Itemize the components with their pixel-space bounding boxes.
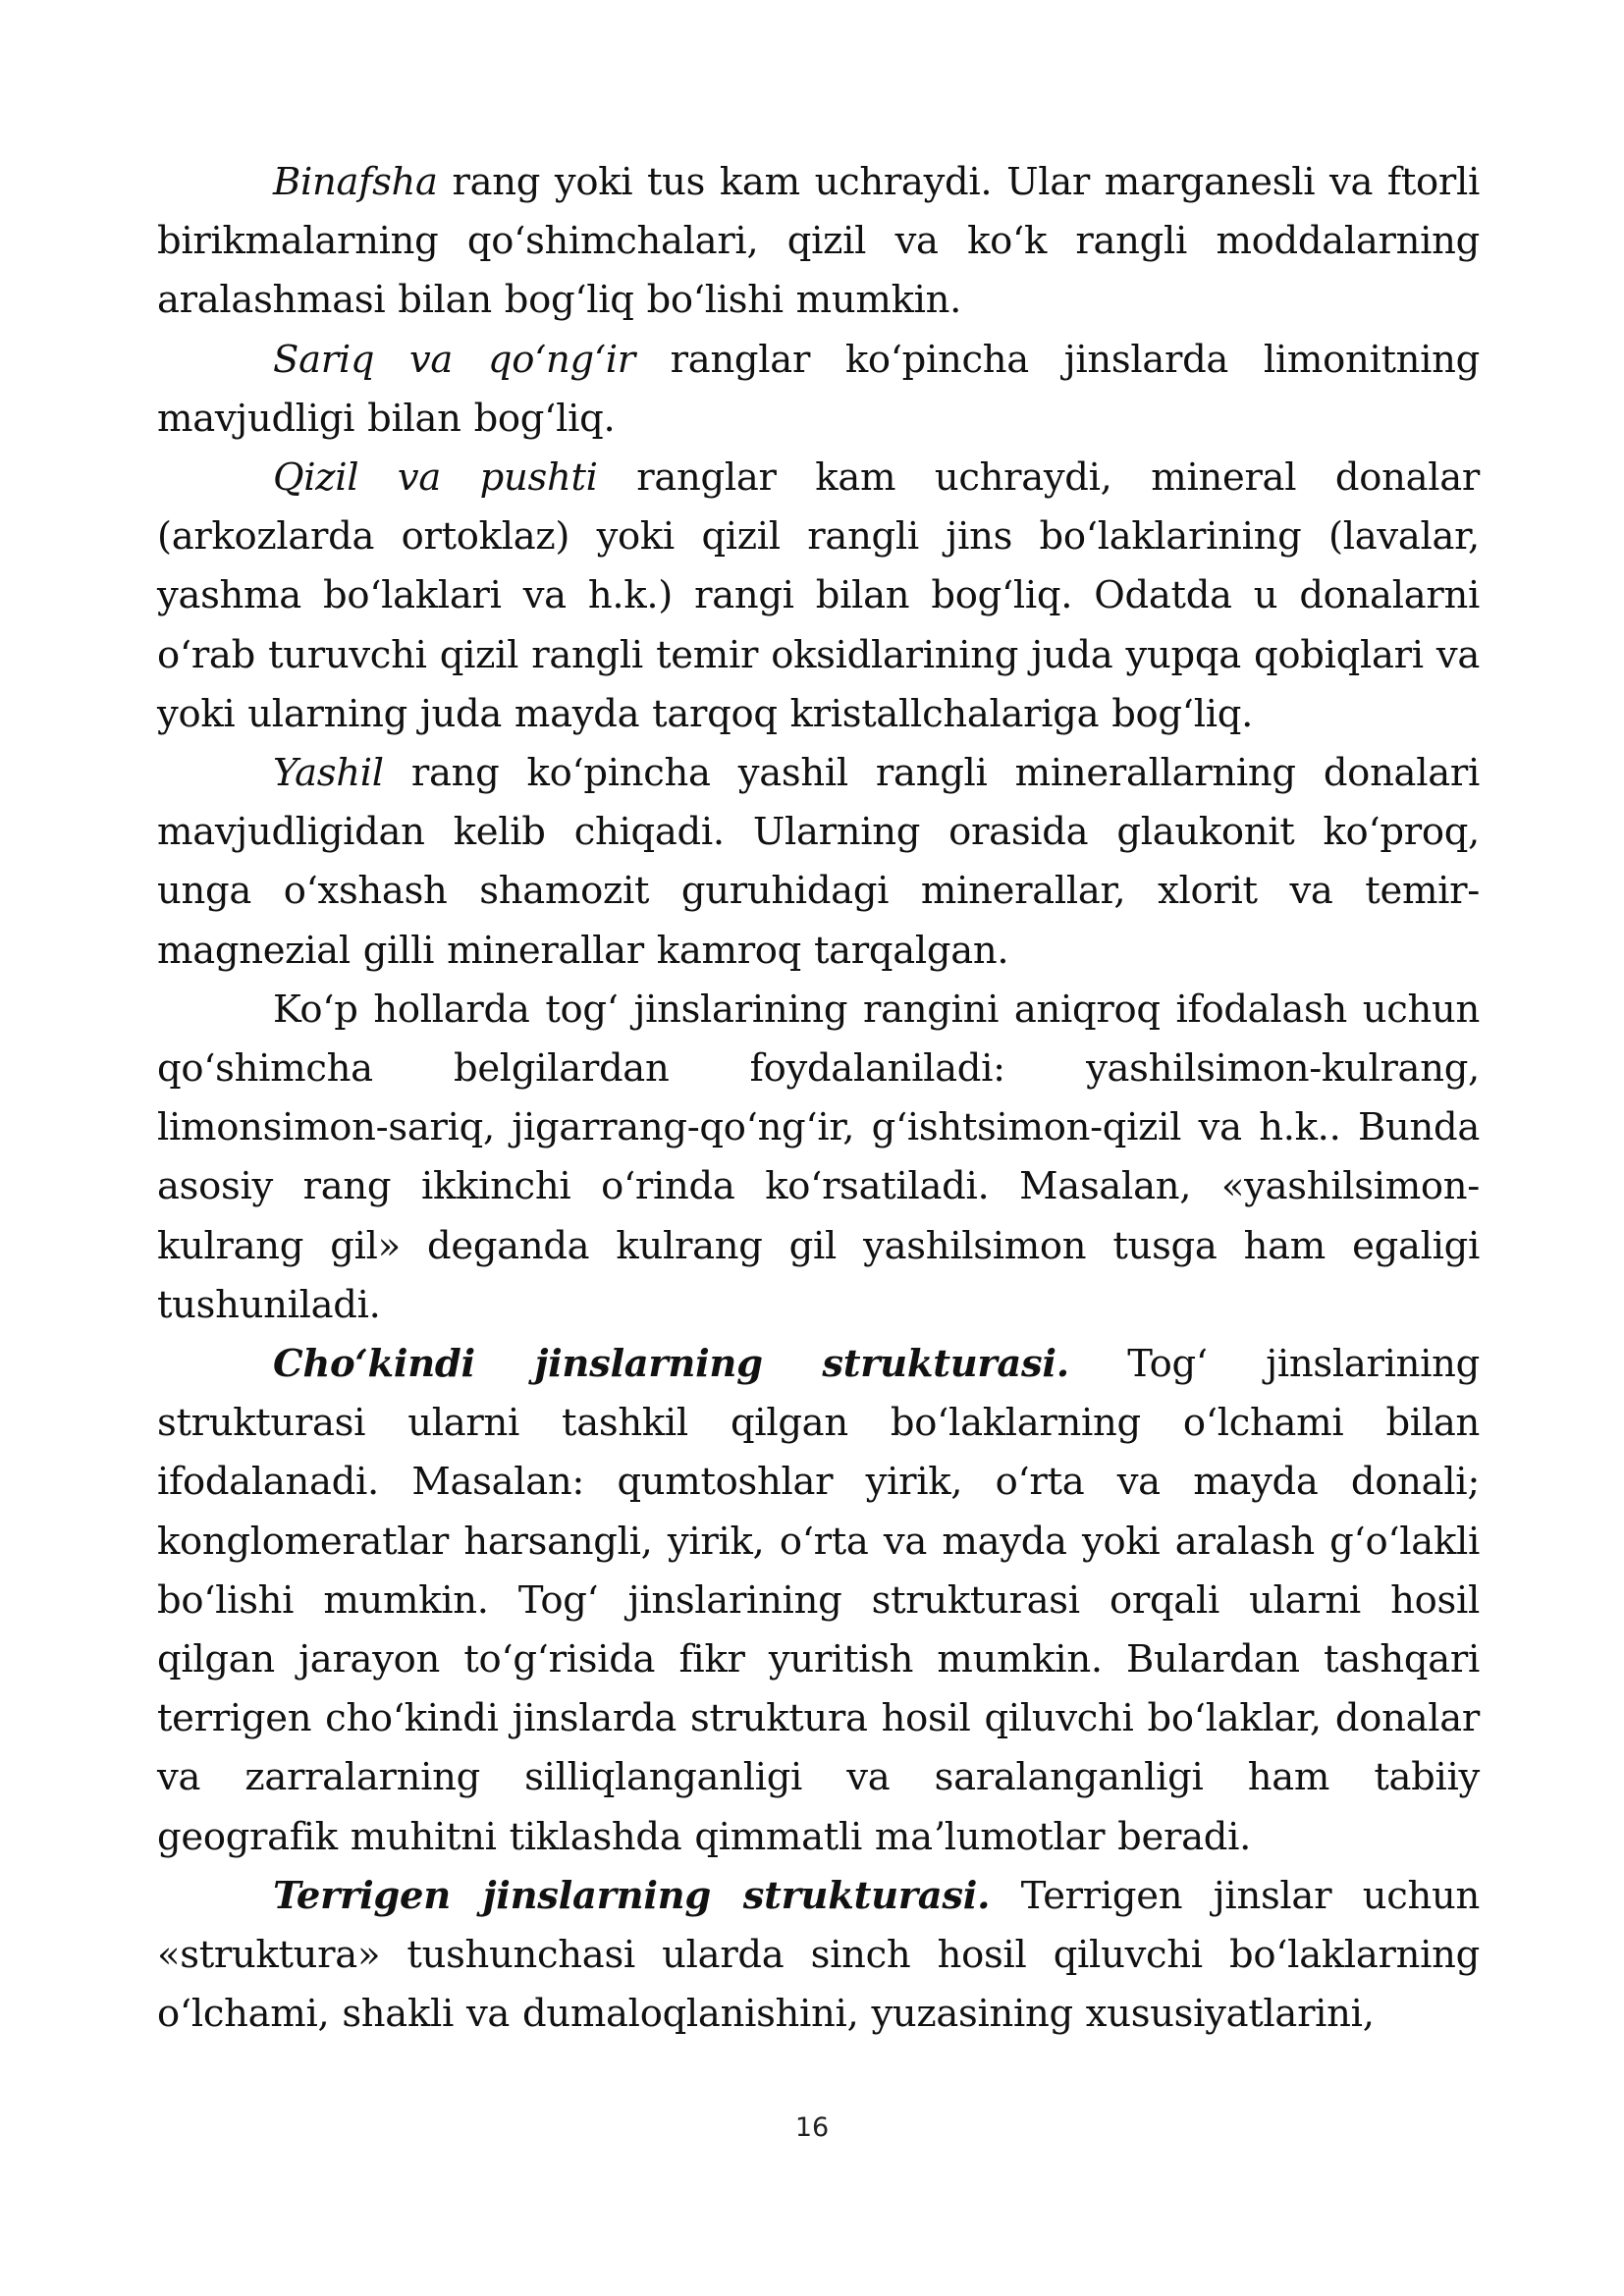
page-number: 16 — [794, 2112, 830, 2143]
paragraph-text: rang yoki tus kam uchraydi. Ular marganesli va ftorli birikmalarning qoʻshimchalari, qizil va koʻk rangli moddalarning aralashmasi bilan bogʻliq boʻlishi mumkin. — [157, 160, 1480, 323]
paragraph-red-pink-color — [157, 449, 1480, 744]
paragraph-green-color — [157, 744, 1480, 981]
paragraph-terrigenous-structure — [157, 1867, 1480, 2045]
paragraph-text: ranglar koʻpincha jinslarda limonitning mavjudligi bilan bogʻliq. — [157, 337, 1480, 441]
paragraph-color-modifiers — [157, 981, 1480, 1335]
paragraph-text: ranglar kam uchraydi, mineral donalar (arkozlarda ortoklaz) yoki qizil rangli jins boʻlaklarining (lavalar, yashma boʻlaklari va h.k.) rangi bilan bogʻliq. Odatda u donalarni oʻrab turuvchi qizil rangli temir oksidlarining juda yupqa qobiqlari va yoki ularning juda mayda tarqoq kristallchalariga bogʻliq. — [157, 455, 1480, 736]
paragraph-sedimentary-structure — [157, 1335, 1480, 1867]
paragraph-text: Koʻp hollarda togʻ jinslarining rangini aniqroq ifodalash uchun qoʻshimcha belgilardan foydalaniladi: yashilsimon-kulrang, limonsimon-sariq, jigarrang-qoʻngʻir, gʻishtsimon-qizil va h.k.. Bunda asosiy rang ikkinchi oʻrinda koʻrsatiladi. Masalan, «yashilsimon-kulrang gil» deganda kulrang gil yashilsimon tusga ham egaligi tushuniladi. — [157, 987, 1480, 1327]
paragraph-yellow-brown-color — [157, 331, 1480, 449]
paragraph-lead: Binafsha — [273, 160, 438, 204]
document-page — [157, 153, 1480, 2045]
paragraph-lead: Sariq va qoʻngʻir — [273, 337, 635, 382]
paragraph-text: Togʻ jinslarining strukturasi ularni tashkil qilgan boʻlaklarning oʻlchami bilan ifodalanadi. Masalan: qumtoshlar yirik, oʻrta va mayda donali; konglomeratlar harsangli, yirik, oʻrta va mayda yoki aralash gʻoʻlakli boʻlishi mumkin. Togʻ jinslarining strukturasi orqali ularni hosil qilgan jarayon toʻgʻrisida fikr yuritish mumkin. Bulardan tashqari terrigen choʻkindi jinslarda struktura hosil qiluvchi boʻlaklar, donalar va zarralarning silliqlanganligi va saralanganligi ham tabiiy geografik muhitni tiklashda qimmatli maʼlumotlar beradi. — [157, 1342, 1480, 1859]
paragraph-lead: Yashil — [273, 751, 384, 796]
section-heading: Choʻkindi jinslarning strukturasi. — [273, 1342, 1069, 1387]
section-heading: Terrigen jinslarning strukturasi. — [273, 1873, 991, 1918]
paragraph-lead: Qizil va pushti — [273, 455, 598, 501]
paragraph-text: Terrigen jinslar uchun «struktura» tushunchasi ularda sinch hosil qiluvchi boʻlaklarning oʻlchami, shakli va dumaloqlanishini, yuzasining xususiyatlarini, — [157, 1873, 1480, 2037]
paragraph-text: rang koʻpincha yashil rangli minerallarning donalari mavjudligidan kelib chiqadi. Ularning orasida glaukonit koʻproq, unga oʻxshash shamozit guruhidagi minerallar, xlorit va temir-magnezial gilli minerallar kamroq tarqalgan. — [157, 751, 1480, 973]
paragraph-violet-color — [157, 153, 1480, 331]
